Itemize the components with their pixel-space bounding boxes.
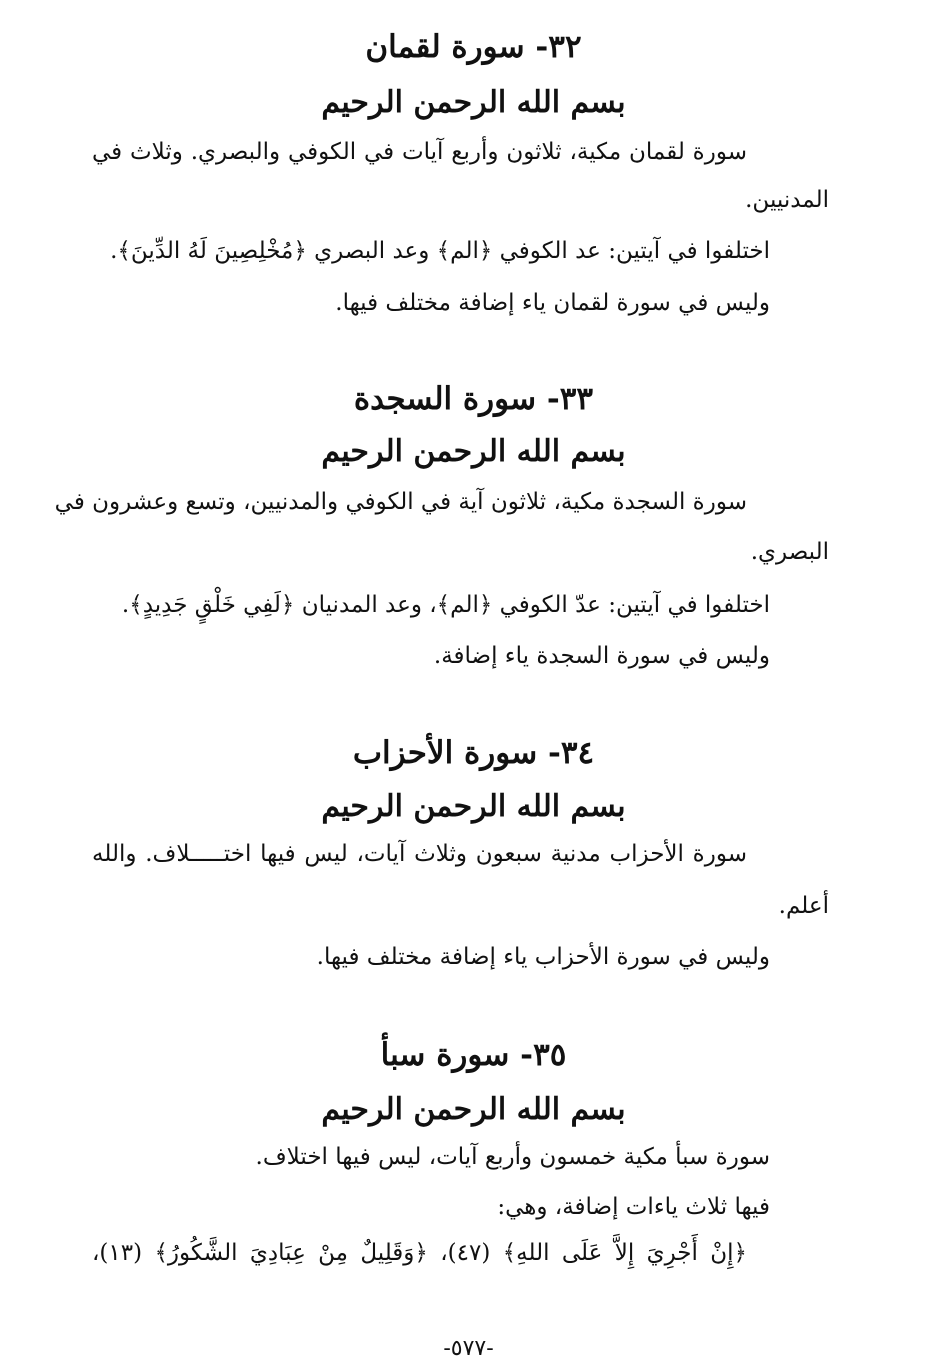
paragraph-line: سورة لقمان مكية، ثلاثون وأربع آيات في الكوفي والبصري. وثلاث في xyxy=(92,139,747,165)
paragraph-line: سورة سبأ مكية خمسون وأربع آيات، ليس فيها اختلاف. xyxy=(255,1144,770,1170)
basmala: بسم الله الرحمن الرحيم xyxy=(321,789,626,824)
paragraph-line: ﴿إِنْ أَجْرِيَ إِلاَّ عَلَى اللهِ﴾ (٤٧)، ﴿وَقَلِيلٌ مِنْ عِبَادِيَ الشَّكُورُ﴾ (١٣)، xyxy=(92,1240,747,1266)
page-number: -٥٧٧- xyxy=(443,1336,494,1361)
surah-heading: ٣٣- سورة السجدة xyxy=(353,381,594,417)
basmala: بسم الله الرحمن الرحيم xyxy=(321,85,626,120)
paragraph-line: اختلفوا في آيتين: عدّ الكوفي ﴿الم﴾، وعد المدنيان ﴿لَفِي خَلْقٍ جَدِيدٍ﴾. xyxy=(121,592,770,618)
paragraph-line: وليس في سورة الأحزاب ياء إضافة مختلف فيها. xyxy=(316,944,770,970)
paragraph-line: سورة السجدة مكية، ثلاثون آية في الكوفي والمدنيين، وتسع وعشرون في xyxy=(54,489,747,515)
basmala: بسم الله الرحمن الرحيم xyxy=(321,434,626,469)
paragraph-line: فيها ثلاث ياءات إضافة، وهي: xyxy=(497,1194,770,1220)
surah-heading: ٣٢- سورة لقمان xyxy=(365,29,582,65)
paragraph-line: وليس في سورة السجدة ياء إضافة. xyxy=(433,643,770,669)
paragraph-line: البصري. xyxy=(750,539,829,565)
paragraph-line: سورة الأحزاب مدنية سبعون وثلاث آيات، ليس فيها اختـــــلاف. والله xyxy=(92,841,747,867)
paragraph-line: أعلم. xyxy=(778,893,829,919)
surah-heading: ٣٥- سورة سبأ xyxy=(380,1037,567,1073)
surah-heading: ٣٤- سورة الأحزاب xyxy=(352,735,595,771)
basmala: بسم الله الرحمن الرحيم xyxy=(321,1092,626,1127)
paragraph-line: وليس في سورة لقمان ياء إضافة مختلف فيها. xyxy=(335,290,770,316)
paragraph-line: المدنيين. xyxy=(745,187,829,213)
paragraph-line: اختلفوا في آيتين: عد الكوفي ﴿الم﴾ وعد البصري ﴿مُخْلِصِينَ لَهُ الدِّينَ﴾. xyxy=(110,238,770,264)
